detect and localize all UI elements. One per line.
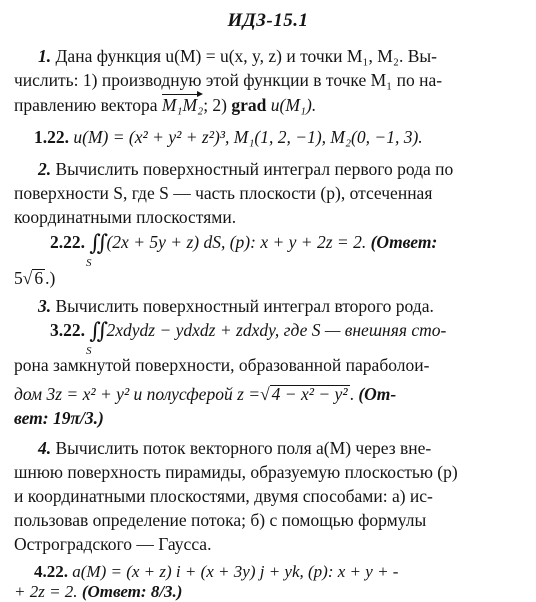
task-2-number: 2. [38, 159, 52, 179]
problem-2-22-number: 2.22. [50, 232, 85, 252]
task-3-number: 3. [38, 296, 52, 316]
problem-3-22-number: 3.22. [50, 320, 85, 340]
sqrt-icon: √ [22, 268, 33, 288]
page-title: ИДЗ-15.1 [227, 10, 309, 31]
task-1-text-3b: ; 2) [203, 95, 228, 115]
problem-2-22-answer [14, 268, 55, 288]
problem-4-22-formula-2: + 2z = 2. [14, 582, 78, 601]
task-1-line-3 [14, 95, 316, 115]
task-2-text-1: Вычислить поверхностный интеграл первого рода по [55, 159, 454, 179]
problem-1-22-number: 1.22. [34, 127, 69, 147]
problem-3-22-line-3 [14, 384, 396, 404]
problem-3-22-text-3a: дом 3z = x² + y² и полусферой z = [14, 384, 261, 404]
answer-coefficient: 5 [14, 268, 23, 288]
answer-radicand: 6 [34, 268, 44, 288]
sqrt-icon: √ [260, 384, 270, 404]
problem-1-22 [34, 127, 423, 147]
problem-1-22-formula: u(M) = (x² + y² + z²)³, M₁(1, 2, −1), M₂(0, −1, 3). [73, 127, 423, 147]
task-3-line-1 [38, 296, 434, 316]
task-4-line-2: шнюю поверхность пирамиды, образуемую плоскостью (p) [14, 462, 458, 482]
task-2-line-2: поверхности S, где S — часть плоскости (p), отсеченная [14, 183, 433, 203]
problem-3-22-text-3b: . [349, 384, 354, 404]
double-integral-sign: ∬ [89, 230, 103, 255]
task-4-line-4: пользовав определение потока; б) с помощью формулы [14, 510, 427, 530]
task-1-text-3c: u(M₁). [270, 95, 317, 115]
problem-4-22-formula: a(M) = (x + z) i + (x + 3y) j + yk, (p): x + y + - [72, 562, 399, 581]
task-1-line-2: числить: 1) производную этой функции в точке M₁ по на- [14, 70, 443, 90]
task-1-text-3a: правлению вектора [14, 95, 158, 115]
task-4-number: 4. [38, 438, 52, 458]
double-integral-sign: ∬ [89, 318, 103, 343]
task-4-line-1 [38, 438, 431, 458]
problem-3-22-line-2: рона замкнутой поверхности, образованной параболои- [14, 355, 430, 375]
task-1-text-1: Дана функция u(M) = u(x, y, z) и точки M₁, M₂. Вы- [55, 46, 437, 66]
problem-3-22 [50, 320, 446, 341]
problem-3-22-answer: вет: 19π/3.) [14, 408, 104, 428]
problem-3-22-formula: 2xdydz − ydxdz + zdxdy, где S — внешняя сто- [106, 320, 447, 340]
task-3-text: Вычислить поверхностный интеграл второго рода. [55, 296, 434, 316]
problem-2-22 [50, 232, 437, 253]
problem-2-22-integral-subscript: S [86, 257, 92, 269]
problem-3-22-integral-subscript: S [86, 345, 92, 357]
problem-4-22-number: 4.22. [34, 562, 68, 581]
problem-3-22-answer-label: (От- [358, 384, 397, 404]
problem-2-22-formula: (2x + 5y + z) dS, (p): x + y + 2z = 2. [106, 232, 367, 252]
vector-m1m2: M₁M₂ [161, 95, 204, 115]
task-4-line-5: Остроградского — Гаусса. [14, 534, 212, 554]
problem-4-22-line-2 [14, 582, 182, 602]
task-4-text-1: Вычислить поток векторного поля a(M) через вне- [55, 438, 432, 458]
problem-2-22-answer-label: (Ответ: [370, 232, 438, 252]
answer-close: .) [45, 268, 56, 288]
task-2-line-3: координатными плоскостями. [14, 207, 237, 227]
task-4-line-3: и координатными плоскостями, двумя способами: а) ис- [14, 486, 433, 506]
grad-operator: grad [231, 95, 267, 115]
task-2-line-1 [38, 159, 453, 179]
problem-4-22 [34, 562, 398, 582]
task-1-number: 1. [38, 46, 52, 66]
task-1-line-1 [38, 46, 437, 66]
problem-4-22-answer: (Ответ: 8/3.) [81, 582, 183, 601]
problem-3-22-radicand: 4 − x² − y² [271, 384, 348, 404]
